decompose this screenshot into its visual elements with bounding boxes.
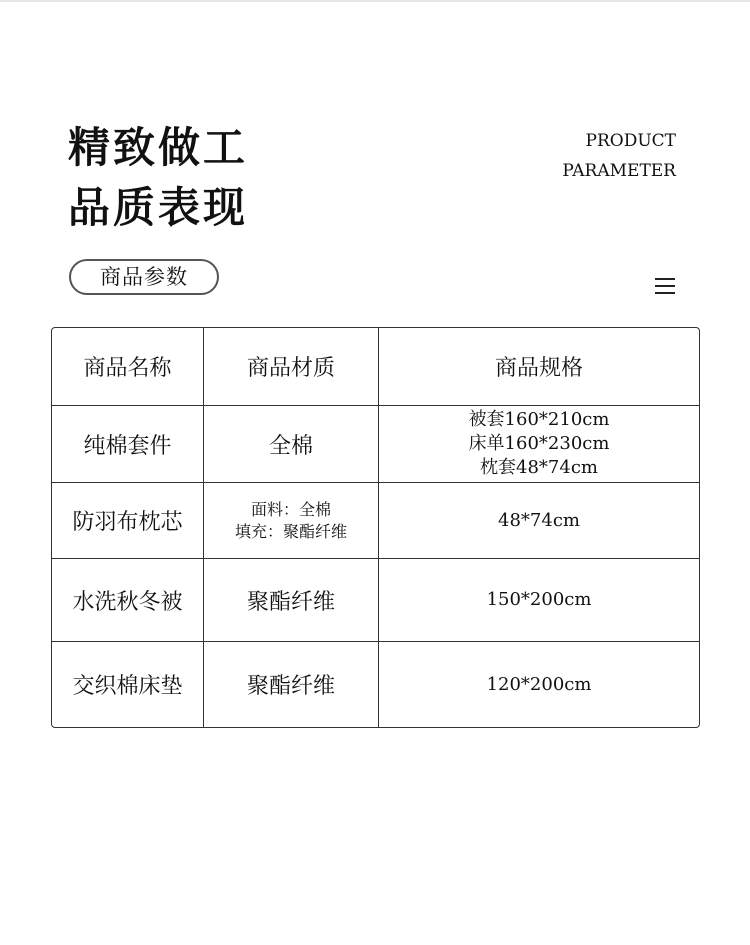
column-header-name: 商品名称 xyxy=(52,328,204,406)
table-row xyxy=(52,642,699,727)
menu-icon-bar xyxy=(655,292,675,294)
product-material-cell: 全棉 xyxy=(204,406,379,483)
table-row xyxy=(52,559,699,642)
spec-line: 枕套48*74cm xyxy=(480,457,598,478)
column-header-spec: 商品规格 xyxy=(379,328,699,406)
product-spec-cell xyxy=(379,406,699,483)
table-row xyxy=(52,483,699,559)
table-row xyxy=(52,406,699,483)
product-material-cell: 聚酯纤维 xyxy=(204,559,379,642)
headline-line-2: 品质表现 xyxy=(68,183,249,232)
product-material-cell xyxy=(204,483,379,559)
page-headline xyxy=(68,118,248,238)
column-header-material: 商品材质 xyxy=(204,328,379,406)
product-material-cell: 聚酯纤维 xyxy=(204,642,379,727)
product-name-cell: 防羽布枕芯 xyxy=(52,483,204,559)
english-title-line-2: PARAMETER xyxy=(562,161,676,181)
english-title xyxy=(562,126,676,186)
product-spec-cell: 150*200cm xyxy=(379,559,699,642)
product-name-cell: 交织棉床垫 xyxy=(52,642,204,727)
english-title-line-1: PRODUCT xyxy=(585,131,676,151)
spec-line: 床单160*230cm xyxy=(468,433,610,454)
top-divider xyxy=(0,0,750,2)
product-name-cell: 纯棉套件 xyxy=(52,406,204,483)
spec-line: 被套160*210cm xyxy=(468,409,610,430)
headline-line-1: 精致做工 xyxy=(68,123,249,172)
material-line: 面料：全棉 xyxy=(250,499,331,519)
menu-icon-bar xyxy=(655,285,675,287)
menu-icon-bar xyxy=(655,278,675,280)
material-line: 填充：聚酯纤维 xyxy=(234,521,347,541)
table-header-row xyxy=(52,328,699,406)
product-spec-cell: 48*74cm xyxy=(379,483,699,559)
product-spec-cell: 120*200cm xyxy=(486,673,592,695)
section-label-pill: 商品参数 xyxy=(69,259,219,295)
menu-icon[interactable] xyxy=(655,278,675,294)
product-parameter-table xyxy=(51,327,700,728)
product-name-cell: 水洗秋冬被 xyxy=(52,559,204,642)
